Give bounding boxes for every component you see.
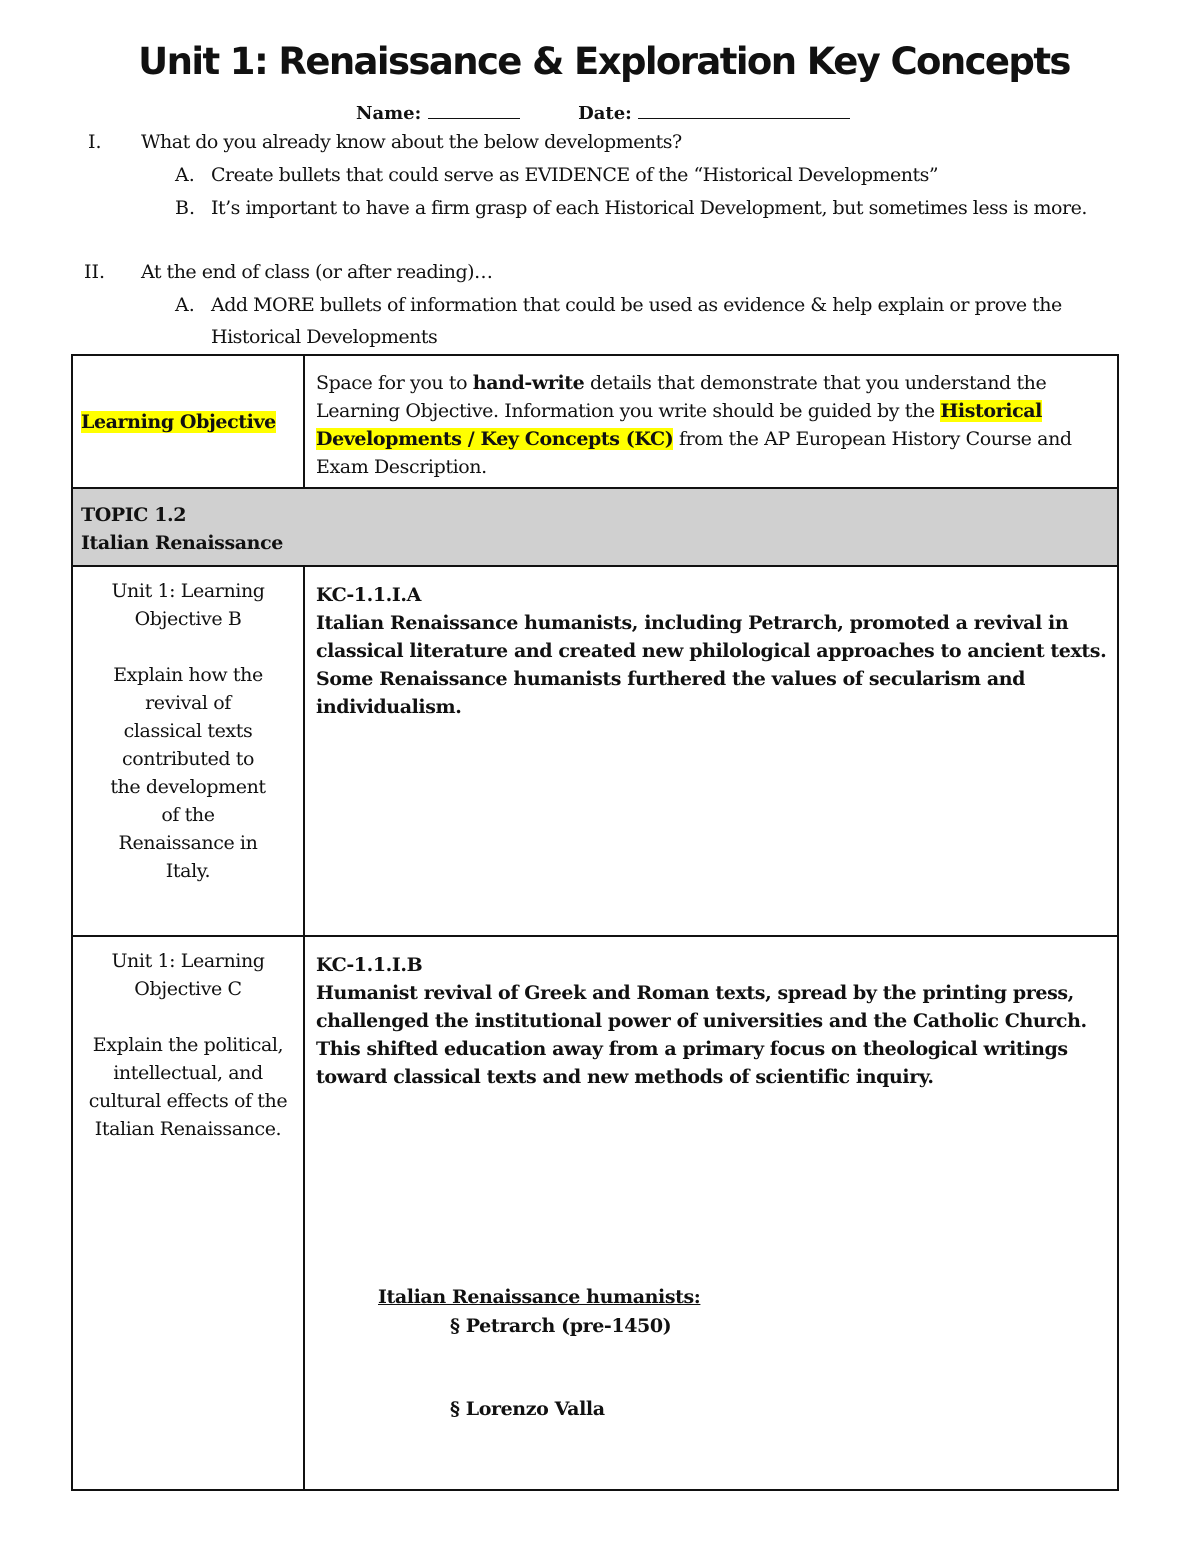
notes-item: Lorenzo Valla [465,1398,605,1420]
date-blank[interactable] [638,100,850,119]
key-concept-cell[interactable] [304,566,1118,936]
item-2-text: At the end of class (or after reading)… [141,261,493,283]
name-blank[interactable] [428,100,520,119]
objective-title: Unit 1: Learning Objective B [111,580,265,630]
kc-code: KC-1.1.I.A [316,584,421,606]
objective-text: Explain the political, intellectual, and cultural effects of the Italian Renaissance. [88,1034,288,1140]
key-concept-cell[interactable] [304,936,1118,1490]
item-1-text: What do you already know about the below developments? [141,131,682,153]
kc-text: Humanist revival of Greek and Roman texts, spread by the printing press, challenged the institutional power of universities and the Catholic Church. This shifted education away from a primary focus on theological writings toward classical texts and new methods of scientific inquiry. [316,982,1087,1088]
item-1a-text: Create bullets that could serve as EVIDENCE of the “Historical Developments” [211,164,939,186]
name-label: Name: [356,103,422,124]
notes-heading: Italian Renaissance humanists: [378,1286,701,1308]
list-item [450,1398,605,1420]
objective-title: Unit 1: Learning Objective C [111,950,265,1000]
bullet-icon: § [450,1398,460,1420]
list-item [450,1315,671,1337]
bullet-icon: § [450,1315,460,1337]
item-1-marker: I. [88,131,102,153]
header-text-handwrite: hand-write [472,372,585,394]
learning-objective-header [72,355,304,488]
notes-item: Petrarch (pre-1450) [465,1315,672,1337]
name-date-line [356,100,850,124]
header-text-5: from the AP European History Course and Exam Description. [316,428,1072,478]
page-title: Unit 1: Renaissance & Exploration Key Concepts [138,40,1070,83]
kc-text: Italian Renaissance humanists, including Petrarch, promoted a revival in classical literature and created new philological approaches to ancient texts. Some Renaissance humanists furthered the values of secularism and individualism. [316,612,1107,718]
objective-cell [72,936,304,1490]
date-label: Date: [578,103,632,124]
item-2a-text-line2: Historical Developments [211,326,438,348]
topic-number: TOPIC 1.2 [81,504,187,526]
objective-cell [72,566,304,936]
item-2-marker: II. [84,261,106,283]
header-text-3: details that demonstrate that you understand the Learning Objective. Information you write should be guided by the [316,372,1047,422]
header-text-1: Space for you to [316,372,473,394]
item-1b-marker: B. [175,197,196,219]
item-2a-text-line1: Add MORE bullets of information that could be used as evidence & help explain or prove the [211,294,1062,316]
topic-name: Italian Renaissance [81,532,283,554]
objective-text: Explain how the revival of classical texts contributed to the development of the Renaissance in Italy. [110,664,266,882]
kc-code: KC-1.1.I.B [316,954,423,976]
topic-header [72,488,1118,566]
item-1b-text: It’s important to have a firm grasp of each Historical Development, but sometimes less is more. [211,197,1087,219]
header-text-key-concepts: Historical Developments / Key Concepts (KC) [316,400,1042,450]
instructions-header [304,355,1118,488]
table-header-row [72,355,1118,488]
table-row [72,566,1118,936]
learning-objective-label: Learning Objective [81,410,276,433]
item-2a-marker: A. [175,294,195,316]
item-1a-marker: A. [175,164,195,186]
topic-row [72,488,1118,566]
